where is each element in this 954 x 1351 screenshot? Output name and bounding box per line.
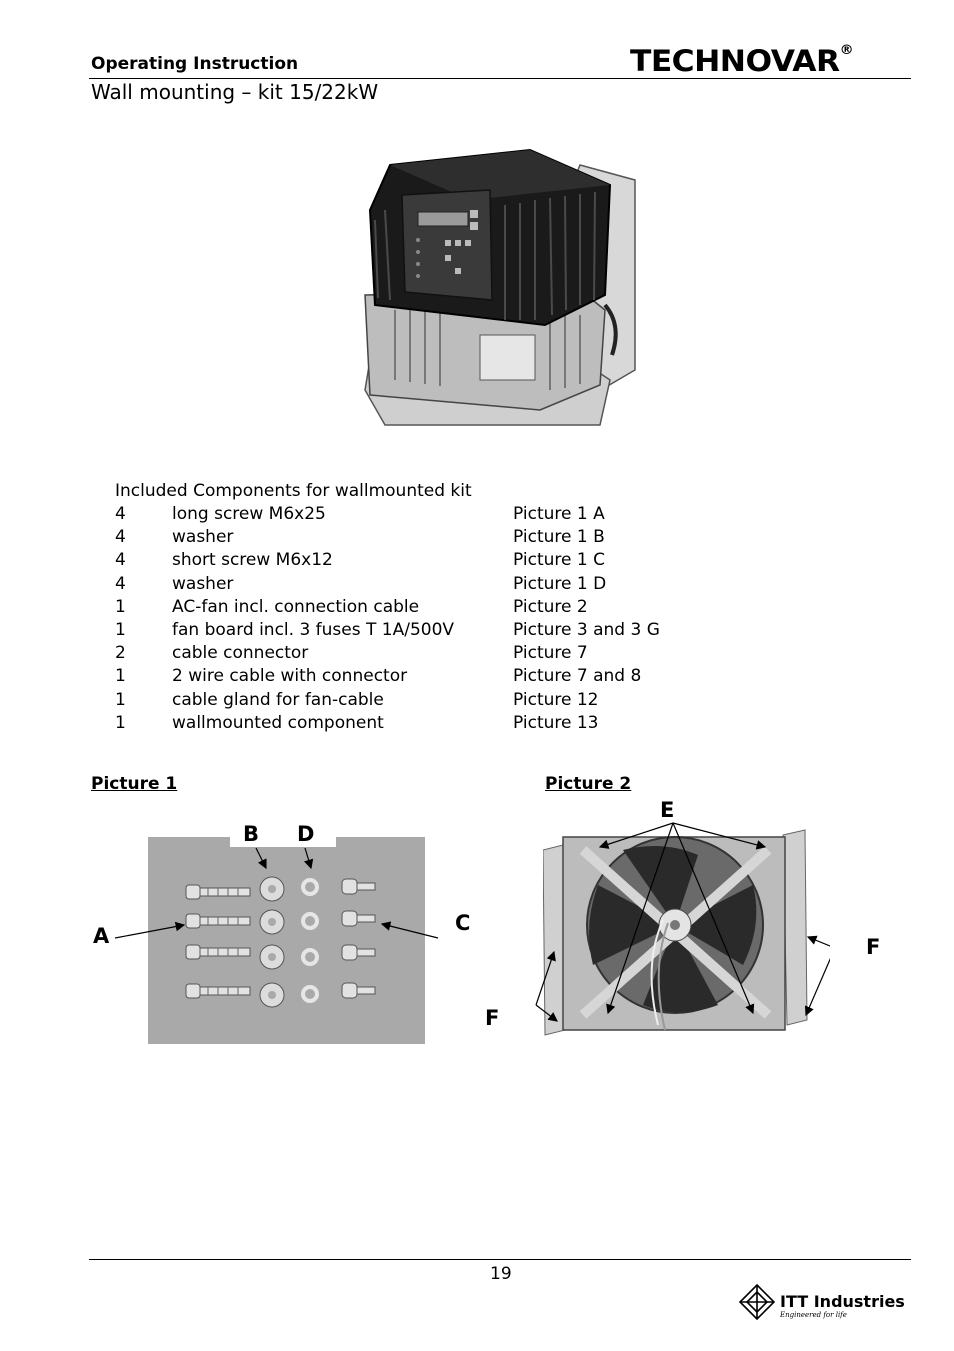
label-d: D <box>297 822 315 846</box>
component-row <box>115 643 715 666</box>
component-picture-ref: Picture 12 <box>513 690 599 710</box>
picture2-arrows <box>530 815 830 1035</box>
company-tagline: Engineered for life <box>780 1311 847 1319</box>
component-item: short screw M6x12 <box>172 550 333 570</box>
component-row <box>115 550 715 573</box>
header-title: Operating Instruction <box>91 54 299 74</box>
label-b: B <box>243 822 260 846</box>
registered-mark: ® <box>839 43 854 59</box>
label-c: C <box>455 911 471 935</box>
component-item: fan board incl. 3 fuses T 1A/500V <box>172 620 455 640</box>
footer-rule <box>89 1259 911 1260</box>
component-picture-ref: Picture 13 <box>513 713 599 733</box>
component-item: cable gland for fan-cable <box>172 690 384 710</box>
component-qty: 1 <box>115 620 126 640</box>
component-qty: 1 <box>115 597 126 617</box>
component-item: cable connector <box>172 643 309 663</box>
brand-logo <box>630 44 853 78</box>
component-picture-ref: Picture 1 C <box>513 550 605 570</box>
component-item: 2 wire cable with connector <box>172 666 408 686</box>
itt-logo-icon <box>738 1283 776 1321</box>
component-qty: 4 <box>115 504 126 524</box>
component-item: washer <box>172 574 234 594</box>
component-row <box>115 527 715 550</box>
company-name: ITT Industries <box>780 1292 905 1311</box>
component-row <box>115 620 715 643</box>
picture1-arrows <box>80 820 460 970</box>
header-rule <box>89 78 911 79</box>
drive-unit-photo <box>330 110 675 450</box>
component-qty: 1 <box>115 666 126 686</box>
component-item: wallmounted component <box>172 713 384 733</box>
component-qty: 1 <box>115 690 126 710</box>
component-qty: 1 <box>115 713 126 733</box>
component-row <box>115 597 715 620</box>
component-row <box>115 713 715 736</box>
component-qty: 4 <box>115 550 126 570</box>
component-qty: 2 <box>115 643 126 663</box>
page-subtitle: Wall mounting – kit 15/22kW <box>91 80 379 104</box>
label-e: E <box>660 798 675 822</box>
picture2-title: Picture 2 <box>545 774 632 794</box>
component-picture-ref: Picture 1 A <box>513 504 605 524</box>
picture1-title: Picture 1 <box>91 774 178 794</box>
component-picture-ref: Picture 7 and 8 <box>513 666 642 686</box>
component-picture-ref: Picture 7 <box>513 643 588 663</box>
component-item: AC-fan incl. connection cable <box>172 597 420 617</box>
component-row <box>115 574 715 597</box>
component-picture-ref: Picture 1 B <box>513 527 605 547</box>
component-picture-ref: Picture 2 <box>513 597 588 617</box>
component-qty: 4 <box>115 527 126 547</box>
label-f-left: F <box>485 1006 500 1030</box>
component-picture-ref: Picture 1 D <box>513 574 607 594</box>
component-row <box>115 666 715 689</box>
component-row <box>115 690 715 713</box>
component-row <box>115 504 715 527</box>
page-number: 19 <box>490 1264 512 1284</box>
component-picture-ref: Picture 3 and 3 G <box>513 620 660 640</box>
component-qty: 4 <box>115 574 126 594</box>
component-item: washer <box>172 527 234 547</box>
label-f-right: F <box>866 935 881 959</box>
components-title: Included Components for wallmounted kit <box>115 481 472 501</box>
brand-name: TECHNOVAR <box>630 44 840 78</box>
label-a: A <box>93 924 110 948</box>
component-item: long screw M6x25 <box>172 504 326 524</box>
